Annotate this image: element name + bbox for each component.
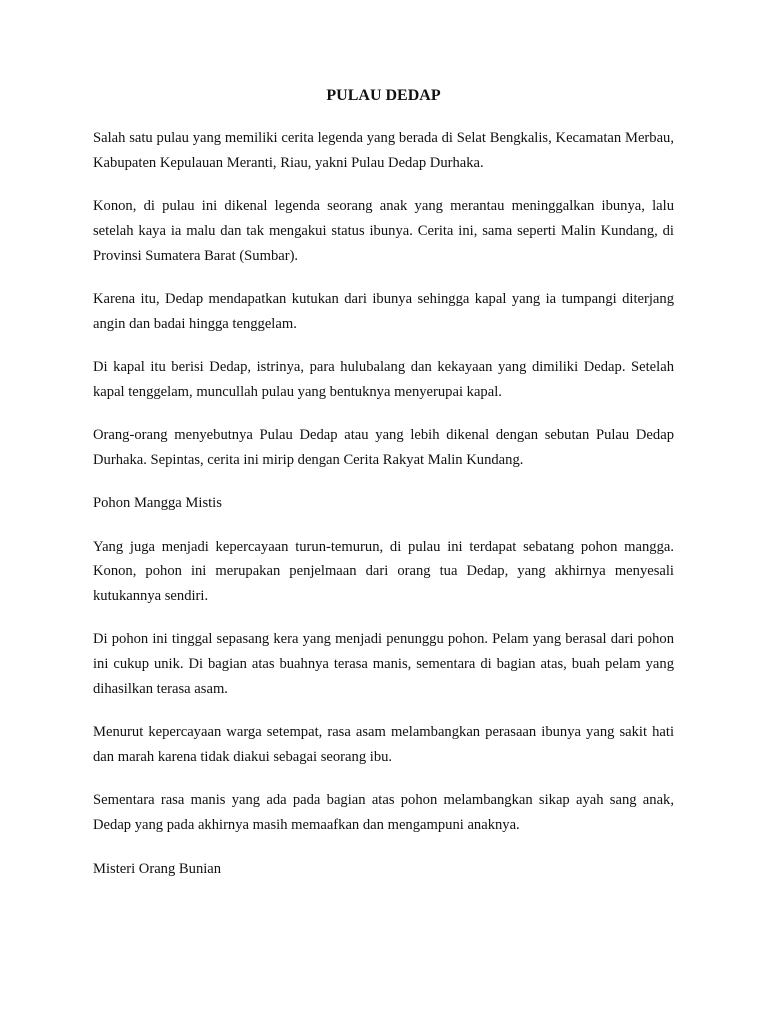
section-heading-orang-bunian: Misteri Orang Bunian bbox=[93, 860, 222, 877]
paragraph-ship: Di kapal itu berisi Dedap, istrinya, para hulubalang dan kekayaan yang dimiliki Dedap. Setelah kapal tenggelam, muncullah pulau yang bentuknya menyerupai kapal. bbox=[93, 359, 674, 400]
paragraph-curse: Karena itu, Dedap mendapatkan kutukan dari ibunya sehingga kapal yang ia tumpangi diterjang angin dan badai hingga tenggelam. bbox=[93, 290, 674, 332]
paragraph-sour-taste: Menurut kepercayaan warga setempat, rasa asam melambangkan perasaan ibunya yang sakit hati dan marah karena tidak diakui sebagai seorang ibu. bbox=[93, 724, 674, 766]
paragraph-legend: Konon, di pulau ini dikenal legenda seorang anak yang merantau meninggalkan ibunya, lalu setelah kaya ia malu dan tak mengakui status ibunya. Cerita ini, sama seperti Malin Kundang, di Provinsi Sumatera Barat (Sumbar). bbox=[93, 198, 674, 264]
paragraph-monkeys: Di pohon ini tinggal sepasang kera yang menjadi penunggu pohon. Pelam yang berasal dari pohon ini cukup unik. Di bagian atas buahnya terasa manis, sementara di bagian atas, buah pelam yang dihasilkan terasa asam. bbox=[93, 631, 674, 698]
paragraph-intro: Salah satu pulau yang memiliki cerita legenda yang berada di Selat Bengkalis, Kecamatan Merbau, Kabupaten Kepulauan Meranti, Riau, yakni Pulau Dedap Durhaka. bbox=[93, 130, 674, 171]
document-title: PULAU DEDAP bbox=[326, 87, 441, 104]
document-page bbox=[93, 84, 674, 900]
paragraph-name: Orang-orang menyebutnya Pulau Dedap atau yang lebih dikenal dengan sebutan Pulau Dedap Durhaka. Sepintas, cerita ini mirip dengan Cerita Rakyat Malin Kundang. bbox=[93, 427, 674, 468]
paragraph-mango-tree: Yang juga menjadi kepercayaan turun-temurun, di pulau ini terdapat sebatang pohon mangga. Konon, pohon ini merupakan penjelmaan dari orang tua Dedap, yang akhirnya menyesali kutukannya sendiri. bbox=[93, 538, 674, 605]
paragraph-sweet-taste: Sementara rasa manis yang ada pada bagian atas pohon melambangkan sikap ayah sang anak, Dedap yang pada akhirnya masih memaafkan dan mengampuni anaknya. bbox=[93, 792, 674, 834]
section-heading-mango-tree: Pohon Mangga Mistis bbox=[93, 495, 222, 512]
